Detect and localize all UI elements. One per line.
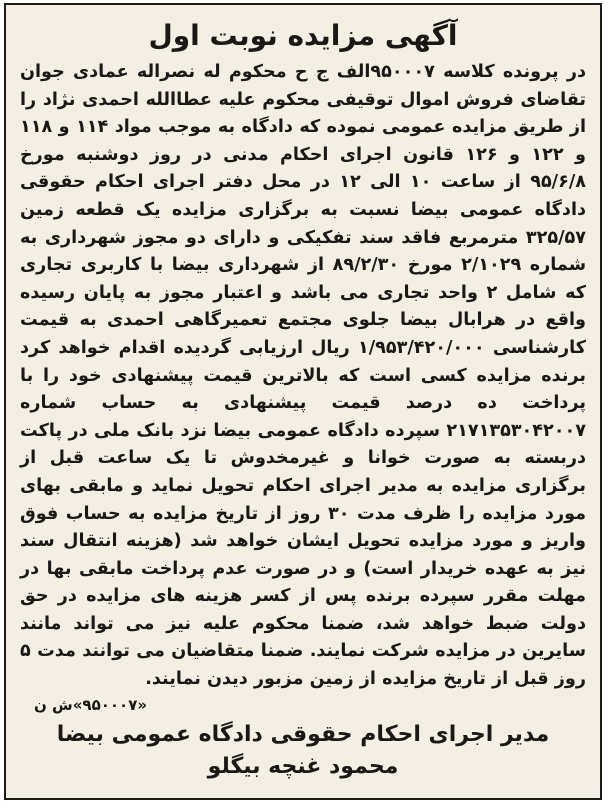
notice-body-paragraph: در پرونده کلاسه ۹۵۰۰۰۷الف ج ح محکوم له نصراله عمادی جوان تقاضای فروش اموال توقیفی محکوم علیه عطاالله احمدی نژاد را از طریق مزایده عمومی نموده که دادگاه به موجب مواد ۱۱۴ و ۱۱۸ و ۱۲۲ و ۱۲۶ قانون اجرای احکام مدنی در روز دوشنبه مورخ ۹۵/۶/۸ از ساعت ۱۰ الی ۱۲ در محل دفتر اجرای احکام حقوقی دادگاه عمومی بیضا نسبت به برگزاری مزایده یک قطعه زمین ۳۲۵/۵۷ مترمربع فاقد سند تفکیکی و دارای دو مجوز شهرداری به شماره ۲/۱۰۲۹ مورخ ۸۹/۲/۳۰ از شهرداری بیضا با کاربری تجاری که شامل ۲ واحد تجاری می باشد و اعتبار مجوز به پایان رسیده واقع در هرابال بیضا جلوی مجتمع تعمیرگاهی احمدی به قیمت کارشناسی ۱/۹۵۳/۴۲۰/۰۰۰ ریال ارزیابی گردیده اقدام خواهد کرد برنده مزایده کسی است که بالاترین قیمت پیشنهادی خود را با پرداخت ده درصد قیمت پیشنهادی به حساب شماره ۲۱۷۱۳۵۳۰۴۲۰۰۷ سپرده دادگاه عمومی بیضا نزد بانک ملی در پاکت دربسته به صورت خوانا و غیرمخدوش تا یک ساعت قبل از برگزاری مزایده به مدیر اجرای احکام تحویل نماید و مابقی بهای مورد مزایده را ظرف مدت ۳۰ روز از تاریخ مزایده به حساب فوق واریز و مورد مزایده تحویل ایشان خواهد شد (هزینه انتقال سند نیز به عهده خریدار است) و در صورت عدم پرداخت مابقی بها در مهلت مقرر سپرده برنده پس از کسر هزینه های مزایده در حق دولت ضبط خواهد شد، ضمنا محکوم علیه نیز می تواند مانند سایرین در مزایده شرکت نمایند. ضمنا متقاضیان می توانند مدت ۵ روز قبل از تاریخ مزایده از زمین مزبور دیدن نمایند. bbox=[20, 62, 587, 690]
signature-office: مدیر اجرای احکام حقوقی دادگاه عمومی بیضا bbox=[56, 721, 550, 747]
notice-body bbox=[20, 59, 586, 694]
signature-name: محمود غنچه بیگلو bbox=[207, 753, 399, 779]
reference-code: «۹۵۰۰۰۷»ش ن bbox=[34, 695, 148, 714]
notice-title: آگهی مزایده نوبت اول bbox=[148, 19, 458, 52]
auction-notice bbox=[4, 3, 602, 800]
